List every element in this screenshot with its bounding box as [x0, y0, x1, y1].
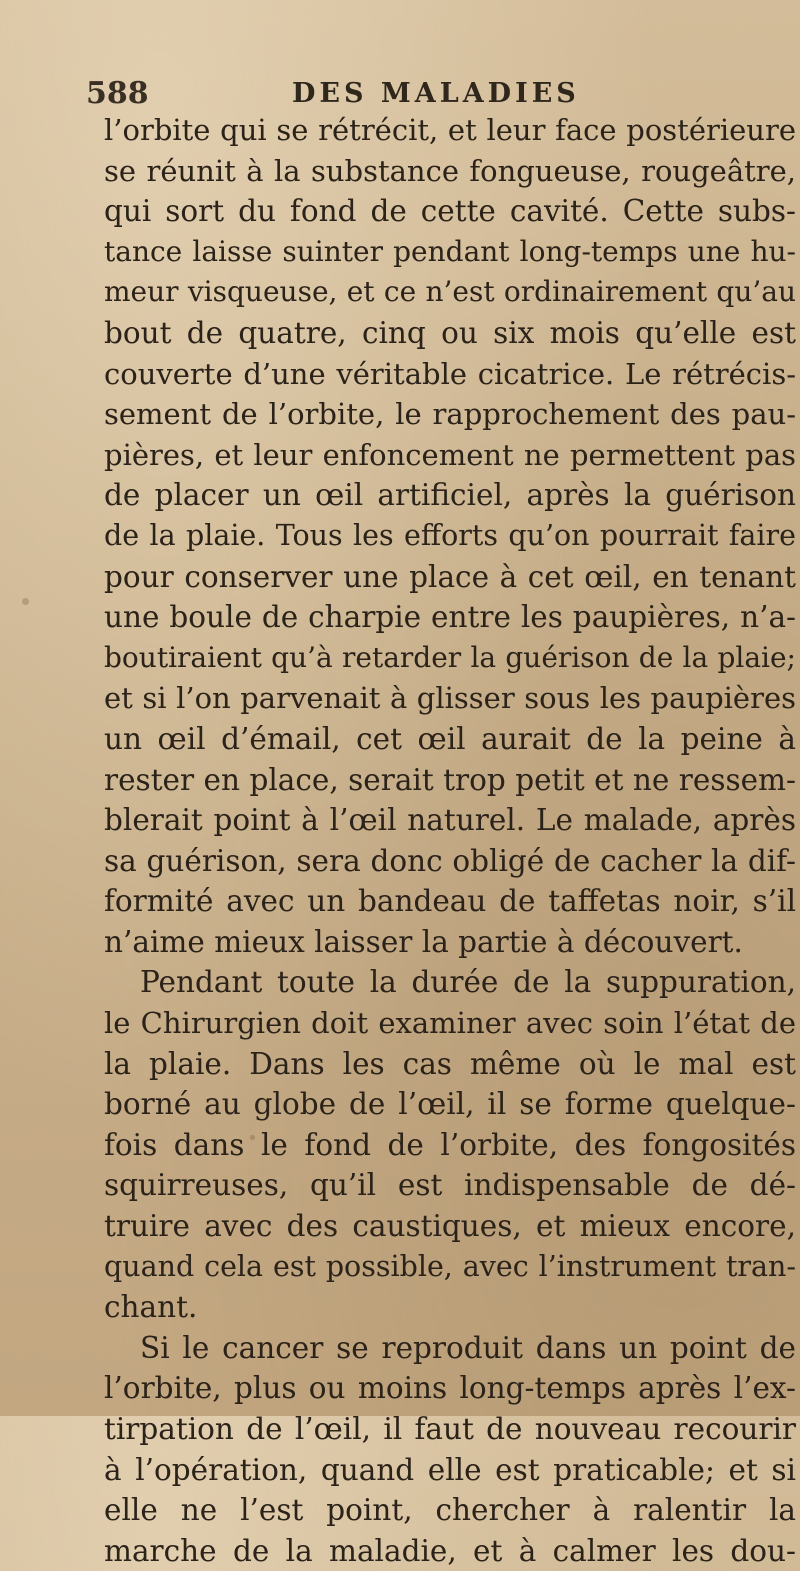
text-line: qui sort du fond de cette cavité. Cette subs-	[104, 194, 796, 229]
text-line: sa guérison, sera donc obligé de cacher la dif-	[104, 843, 796, 878]
text-line: et si l’on parvenait à glisser sous les paupières	[104, 681, 796, 716]
text-line: pour conserver une place à cet œil, en tenant	[104, 559, 796, 594]
text-line: pières, et leur enfoncement ne permettent pas	[104, 437, 796, 472]
text-line: se réunit à la substance fongueuse, rougeâtre,	[104, 153, 796, 188]
paper-spot	[250, 1135, 255, 1140]
text-line: bout de quatre, cinq ou six mois qu’elle est	[104, 315, 796, 350]
text-line: quand cela est possible, avec l’instrument tran-	[104, 1249, 796, 1283]
text-line: couverte d’une véritable cicatrice. Le rétrécis-	[104, 356, 796, 391]
text-line: n’aime mieux laisser la partie à découvert.	[104, 924, 743, 959]
text-line: truire avec des caustiques, et mieux encore,	[104, 1209, 796, 1244]
text-line: meur visqueuse, et ce n’est ordinairement qu’au	[104, 275, 796, 309]
text-line: elle ne l’est point, chercher à ralentir la	[104, 1493, 796, 1528]
text-line: squirreuses, qu’il est indispensable de dé-	[104, 1168, 796, 1203]
text-line: de placer un œil artificiel, après la guérison	[104, 478, 796, 513]
text-line: une boule de charpie entre les paupières, n’a-	[104, 600, 796, 635]
text-line: la plaie. Dans les cas même où le mal est	[104, 1046, 796, 1081]
text-line: l’orbite, plus ou moins long-temps après l’ex-	[104, 1371, 796, 1406]
text-line: de la plaie. Tous les efforts qu’on pourrait faire	[104, 518, 796, 552]
text-line: boutiraient qu’à retarder la guérison de la plaie;	[104, 640, 796, 674]
text-line: le Chirurgien doit examiner avec soin l’état de	[104, 1006, 796, 1041]
page-number: 588	[86, 76, 149, 111]
text-line: marche de la maladie, et à calmer les dou-	[104, 1533, 796, 1568]
text-line: fois dans le fond de l’orbite, des fongosités	[104, 1127, 796, 1162]
text-line: sement de l’orbite, le rapprochement des pau-	[104, 397, 796, 432]
text-line: l’orbite qui se rétrécit, et leur face postérieure	[104, 113, 796, 147]
text-line: formité avec un bandeau de taffetas noir, s’il	[104, 884, 796, 919]
text-line: un œil d’émail, cet œil aurait de la peine à	[104, 721, 796, 756]
text-line: tance laisse suinter pendant long-temps une hu-	[104, 234, 796, 268]
body-text	[104, 110, 796, 1571]
text-line: Si le cancer se reproduit dans un point de	[140, 1330, 796, 1365]
text-line: borné au globe de l’œil, il se forme quelque-	[104, 1087, 796, 1122]
running-header	[86, 76, 686, 112]
text-line: chant.	[104, 1290, 198, 1325]
text-line: rester en place, serait trop petit et ne ressem-	[104, 762, 796, 797]
paper-spot	[22, 598, 29, 605]
running-title: DES MALADIES	[292, 78, 580, 109]
text-line: à l’opération, quand elle est praticable; et si	[104, 1452, 796, 1487]
text-line: tirpation de l’œil, il faut de nouveau recourir	[104, 1412, 796, 1446]
text-line: blerait point à l’œil naturel. Le malade, après	[104, 803, 796, 838]
text-line: Pendant toute la durée de la suppuration,	[140, 965, 796, 1000]
